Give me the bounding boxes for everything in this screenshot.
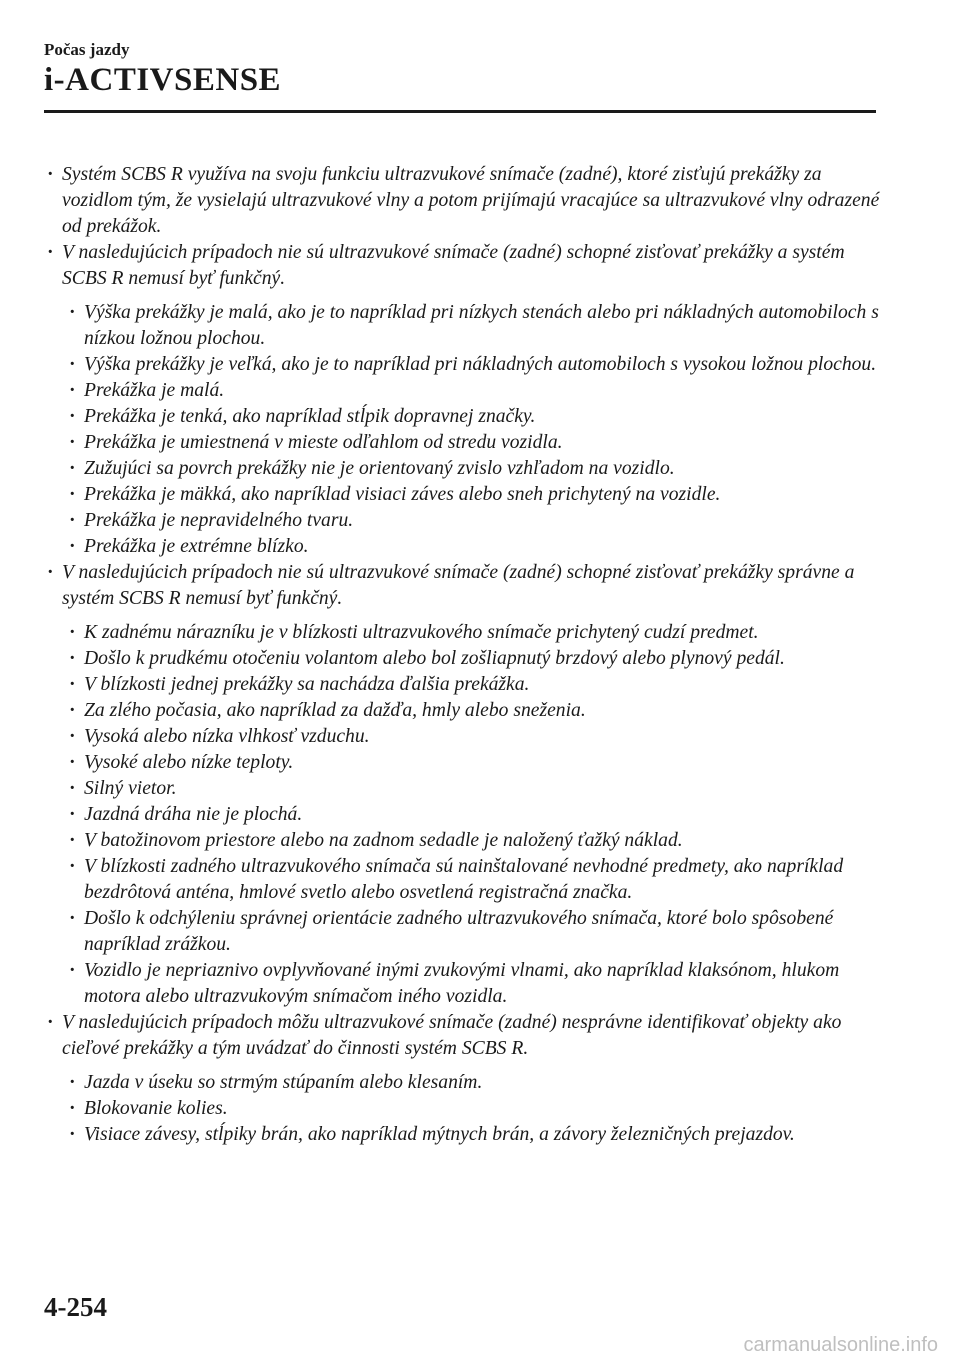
sub-bullet-item: · V blízkosti zadného ultrazvukového snímača sú nainštalované nevhodné predmety, ako napríklad bezdrôtová anténa, hmlové svetlo alebo osvetlená registračná značka. (44, 854, 880, 906)
sub-bullet-item: · Prekážka je malá. (44, 378, 880, 404)
sub-bullet-item: · Vozidlo je nepriaznivo ovplyvňované inými zvukovými vlnami, ako napríklad klaksónom, hlukom motora alebo ultrazvukovým snímačom iného vozidla. (44, 958, 880, 1010)
section-label: Počas jazdy (44, 40, 130, 59)
sub-bullet-item: · Prekážka je nepravidelného tvaru. (44, 508, 880, 534)
bullet-item: · Systém SCBS R využíva na svoju funkciu ultrazvukové snímače (zadné), ktoré zisťujú prekážky za vozidlom tým, že vysielajú ultrazvukové vlny a potom prijímajú vracajúce sa ultrazvukové vlny odrazené od prekážok. (44, 162, 880, 240)
sub-bullet-item: · V blízkosti jednej prekážky sa nachádza ďalšia prekážka. (44, 672, 880, 698)
sub-bullet-item: · Výška prekážky je malá, ako je to napríklad pri nízkych stenách alebo pri nákladných automobiloch s nízkou ložnou plochou. (44, 300, 880, 352)
sub-bullet-item: · Prekážka je tenká, ako napríklad stĺpik dopravnej značky. (44, 404, 880, 430)
sub-list (44, 300, 880, 560)
sub-bullet-item: · Za zlého počasia, ako napríklad za dažďa, hmly alebo sneženia. (44, 698, 880, 724)
sub-bullet-item: · Vysoká alebo nízka vlhkosť vzduchu. (44, 724, 880, 750)
sub-bullet-item: · Prekážka je extrémne blízko. (44, 534, 880, 560)
header-divider (44, 110, 876, 113)
sub-bullet-item: · Prekážka je umiestnená v mieste odľahlom od stredu vozidla. (44, 430, 880, 456)
bullet-item: · V nasledujúcich prípadoch nie sú ultrazvukové snímače (zadné) schopné zisťovať prekážky správne a systém SCBS R nemusí byť funkčný. (44, 560, 880, 612)
page-header (44, 40, 876, 99)
sub-list (44, 620, 880, 1010)
page-number: 4-254 (44, 1292, 107, 1322)
sub-bullet-item: · Výška prekážky je veľká, ako je to napríklad pri nákladných automobiloch s vysokou ložnou plochou. (44, 352, 880, 378)
sub-list (44, 1070, 880, 1148)
sub-bullet-item: · Vysoké alebo nízke teploty. (44, 750, 880, 776)
sub-bullet-item: · Došlo k prudkému otočeniu volantom alebo bol zošliapnutý brzdový alebo plynový pedál. (44, 646, 880, 672)
bullet-item: · V nasledujúcich prípadoch môžu ultrazvukové snímače (zadné) nesprávne identifikovať objekty ako cieľové prekážky a tým uvádzať do činnosti systém SCBS R. (44, 1010, 880, 1062)
sub-bullet-item: · Jazda v úseku so strmým stúpaním alebo klesaním. (44, 1070, 880, 1096)
sub-bullet-item: · K zadnému nárazníku je v blízkosti ultrazvukového snímače prichytený cudzí predmet. (44, 620, 880, 646)
sub-bullet-item: · V batožinovom priestore alebo na zadnom sedadle je naložený ťažký náklad. (44, 828, 880, 854)
page-content (44, 162, 880, 1148)
sub-bullet-item: · Visiace závesy, stĺpiky brán, ako napríklad mýtnych brán, a závory železničných prejazdov. (44, 1122, 880, 1148)
bullet-item: · V nasledujúcich prípadoch nie sú ultrazvukové snímače (zadné) schopné zisťovať prekážky a systém SCBS R nemusí byť funkčný. (44, 240, 880, 292)
sub-bullet-item: · Prekážka je mäkká, ako napríklad visiaci záves alebo sneh prichytený na vozidle. (44, 482, 880, 508)
sub-bullet-item: · Jazdná dráha nie je plochá. (44, 802, 880, 828)
sub-bullet-item: · Došlo k odchýleniu správnej orientácie zadného ultrazvukového snímača, ktoré bolo spôsobené napríklad zrážkou. (44, 906, 880, 958)
sub-bullet-item: · Blokovanie kolies. (44, 1096, 880, 1122)
sub-bullet-item: · Zužujúci sa povrch prekážky nie je orientovaný zvislo vzhľadom na vozidlo. (44, 456, 880, 482)
page-title: i-ACTIVSENSE (44, 62, 282, 98)
sub-bullet-item: · Silný vietor. (44, 776, 880, 802)
watermark: carmanualsonline.info (743, 1334, 938, 1356)
